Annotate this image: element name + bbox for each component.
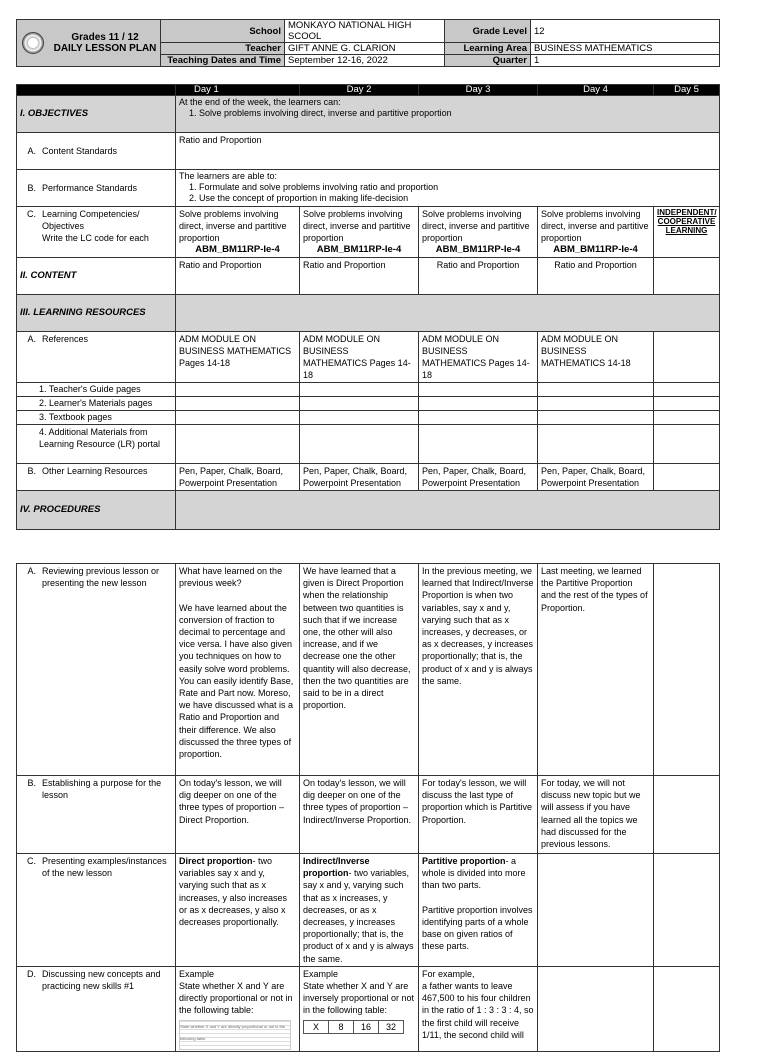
reference-day-4: ADM MODULE ON BUSINESS MATHEMATICS 14-18 (538, 332, 654, 383)
textbook-label: 3. Textbook pages (17, 411, 176, 425)
inverse-example-table (303, 1020, 404, 1034)
objectives-row (17, 96, 720, 133)
teachers-guide-row (17, 383, 720, 397)
competency-day-3: Solve problems involving direct, inverse and partitive proportion ABM_BM11RP-Ie-4 (419, 207, 538, 258)
mini-cell: 16 (354, 1020, 379, 1033)
performance-standards-text: The learners are able to: 1. Formulate and solve problems involving ratio and proportion 2. Use the concept of proportion in making life-decision (176, 170, 720, 207)
proc-d-label-cell: D. Discussing new concepts and practicing new skills #1 (17, 966, 176, 1051)
content-day-2: Ratio and Proportion (300, 258, 419, 295)
proc-c-day-4 (538, 854, 654, 967)
proc-b-row (17, 776, 720, 854)
quarter-value: 1 (531, 55, 720, 67)
objectives-title: I. OBJECTIVES (17, 96, 176, 133)
competency-day-4: Solve problems involving direct, inverse and partitive proportion ABM_BM11RP-Ie-4 (538, 207, 654, 258)
proc-b-day-2: On today's lesson, we will dig deeper on one of the three types of proportion – Indirect/Inverse Proportion. (300, 776, 419, 854)
mini-cell: X (304, 1020, 329, 1033)
objectives-intro: At the end of the week, the learners can: (179, 97, 341, 107)
grades-label: Grades 11 / 12 (71, 32, 139, 43)
other-resources-day-2: Pen, Paper, Chalk, Board, Powerpoint Presentation (300, 464, 419, 491)
reference-day-5 (654, 332, 720, 383)
competency-day-1: Solve problems involving direct, inverse and partitive proportion ABM_BM11RP-Ie-4 (176, 207, 300, 258)
day-header-blank (17, 85, 176, 96)
objectives-item: 1. Solve problems involving direct, inverse and partitive proportion (199, 108, 716, 119)
procedures-title: IV. PROCEDURES (17, 491, 176, 530)
day-header-4: Day 4 (538, 85, 654, 96)
proc-b-day-3: For today's lesson, we will discuss the last type of proportion which is Partitive Proportion. (419, 776, 538, 854)
teacher-label: Teacher (161, 43, 285, 55)
day-header-1: Day 1 (176, 85, 300, 96)
example-table-image: State whether X and Y are directly proportional or not in the following table (179, 1020, 291, 1050)
other-resources-day-5 (654, 464, 720, 491)
reference-day-2: ADM MODULE ON BUSINESS MATHEMATICS Pages 14-18 (300, 332, 419, 383)
competencies-row (17, 207, 720, 258)
proc-d-row (17, 966, 720, 1051)
quarter-label: Quarter (445, 55, 531, 67)
additional-materials-label: 4. Additional Materials from Learning Resource (LR) portal (17, 425, 176, 464)
day-header-5: Day 5 (654, 85, 720, 96)
other-resources-label-cell: B. Other Learning Resources (17, 464, 176, 491)
other-resources-day-3: Pen, Paper, Chalk, Board, Powerpoint Presentation (419, 464, 538, 491)
proc-b-day-1: On today's lesson, we will dig deeper on one of the three types of proportion – Direct Proportion. (176, 776, 300, 854)
content-standards-label-cell: A. Content Standards (17, 133, 176, 170)
proc-a-label: Reviewing previous lesson or presenting the new lesson (42, 566, 160, 589)
content-title: II. CONTENT (17, 258, 176, 295)
teacher-value: GIFT ANNE G. CLARION (285, 43, 445, 55)
learners-materials-row (17, 397, 720, 411)
proc-b-day-5 (654, 776, 720, 854)
reference-day-3: ADM MODULE ON BUSINESS MATHEMATICS Pages 14-18 (419, 332, 538, 383)
content-standards-row (17, 133, 720, 170)
competency-day-5: INDEPENDENT/ COOPERATIVE LEARNING (654, 207, 720, 258)
proc-c-day-3: Partitive proportion- a whole is divided into more than two parts. Partitive proportion involves identifying parts of a whole base on given ratios of these parts. (419, 854, 538, 967)
proc-a-day-2: We have learned that a given is Direct Proportion when the relationship between two quantities is such that if we increase one, the other will also increase, and if we decrease one the other quantity will also decrease, then the two quantities are said to be in a direct proportion. (300, 564, 419, 776)
proc-c-day-5 (654, 854, 720, 967)
proc-b-day-4: For today, we will not discuss new topic but we will assess if you have learned all the topics we had discussed for the previous lessons. (538, 776, 654, 854)
resources-title: III. LEARNING RESOURCES (17, 295, 176, 332)
proc-c-day-1: Direct proportion- two variables say x and y, varying such that as x increases, y also increases or as x decreases, y also x decreases proportionally. (176, 854, 300, 967)
performance-item: 2. Use the concept of proportion in making life-decision (199, 193, 716, 204)
other-resources-row (17, 464, 720, 491)
competencies-label-cell: C. Learning Competencies/ Objectives Write the LC code for each (17, 207, 176, 258)
inverse-proportion-term: Indirect/Inverse proportion (303, 856, 370, 879)
proc-d-day-2: Example State whether X and Y are inversely proportional or not in the following table: X 8 16 32 (300, 966, 419, 1051)
dates-label: Teaching Dates and Time (161, 55, 285, 67)
grade-level-value: 12 (531, 20, 720, 43)
proc-d-day-3: For example, a father wants to leave 467,500 to his four children in the ratio of 1 : 3 : 3 : 4, so the first child will receive 1/11, the second child will (419, 966, 538, 1051)
proc-b-label-cell: B. Establishing a purpose for the lesson (17, 776, 176, 854)
lesson-plan-table (16, 84, 720, 530)
other-resources-day-4: Pen, Paper, Chalk, Board, Powerpoint Presentation (538, 464, 654, 491)
day-header-row (17, 85, 720, 96)
proc-d-label: Discussing new concepts and practicing new skills #1 (42, 968, 161, 992)
direct-proportion-term: Direct proportion (179, 856, 253, 866)
other-resources-label: Other Learning Resources (42, 466, 148, 476)
content-day-5 (654, 258, 720, 295)
content-row (17, 258, 720, 295)
other-resources-day-1: Pen, Paper, Chalk, Board, Powerpoint Presentation (176, 464, 300, 491)
mini-cell: 32 (379, 1020, 404, 1033)
proc-d-day-5 (654, 966, 720, 1051)
learning-area-label: Learning Area (445, 43, 531, 55)
textbook-row (17, 411, 720, 425)
references-label-cell: A. References (17, 332, 176, 383)
proc-b-label: Establishing a purpose for the lesson (42, 778, 162, 801)
proc-a-day-3: In the previous meeting, we learned that Indirect/Inverse Proportion is when two variables, say x and y, varying such that as x increases, y decreases, or as x decreases, y increases proportionally; that is, the product of x and y is always the same. (419, 564, 538, 776)
resources-blank (176, 295, 720, 332)
header-title-cell (17, 20, 161, 67)
reference-day-1: ADM MODULE ON BUSINESS MATHEMATICS Pages 14-18 (176, 332, 300, 383)
mini-cell: 8 (329, 1020, 354, 1033)
content-day-3: Ratio and Proportion (419, 258, 538, 295)
objectives-text (176, 96, 720, 133)
learning-area-value: BUSINESS MATHEMATICS (531, 43, 720, 55)
proc-d-day-4 (538, 966, 654, 1051)
school-label: School (161, 20, 285, 43)
grade-level-label: Grade Level (445, 20, 531, 43)
deped-seal-icon (22, 32, 44, 54)
proc-a-day-5 (654, 564, 720, 776)
proc-c-label: Presenting examples/instances of the new lesson (42, 856, 167, 879)
day-header-2: Day 2 (300, 85, 419, 96)
performance-item: 1. Formulate and solve problems involving ratio and proportion (199, 182, 716, 193)
resources-row (17, 295, 720, 332)
proc-a-row (17, 564, 720, 776)
dates-value: September 12-16, 2022 (285, 55, 445, 67)
partitive-proportion-term: Partitive proportion (422, 856, 506, 866)
procedures-row (17, 491, 720, 530)
proc-c-row (17, 854, 720, 967)
procedures-table (16, 563, 720, 1052)
content-standards-text: Ratio and Proportion (176, 133, 720, 170)
proc-c-day-2: Indirect/Inverse proportion- two variables, say x and y, varying such that as x increases, y decreases, or as x decreases, y increases proportionally; that is, the product of x and y is always the same. (300, 854, 419, 967)
content-day-4: Ratio and Proportion (538, 258, 654, 295)
teachers-guide-label: 1. Teacher's Guide pages (17, 383, 176, 397)
plan-title: DAILY LESSON PLAN (53, 43, 157, 54)
additional-materials-row (17, 425, 720, 464)
performance-standards-label-cell: B. Performance Standards (17, 170, 176, 207)
learners-materials-label: 2. Learner's Materials pages (17, 397, 176, 411)
performance-standards-row (17, 170, 720, 207)
proc-a-label-cell: A. Reviewing previous lesson or presenting the new lesson (17, 564, 176, 776)
references-row (17, 332, 720, 383)
day-header-3: Day 3 (419, 85, 538, 96)
proc-c-label-cell: C. Presenting examples/instances of the new lesson (17, 854, 176, 967)
proc-a-day-4: Last meeting, we learned the Partitive Proportion and the rest of the types of Proportion. (538, 564, 654, 776)
content-day-1: Ratio and Proportion (176, 258, 300, 295)
header-table (16, 19, 720, 67)
proc-a-day-1: What have learned on the previous week? We have learned about the conversion of fraction to decimal to percentage and vice versa. I have also given you techniques on how to easily solve word problems. You can easily identify Base, Rate and Part now. Moreso, we have discussed what is a Ratio and Proportion and their difference. We also discussed the three types of proportion. (176, 564, 300, 776)
references-label: References (42, 334, 89, 344)
performance-standards-label: Performance Standards (42, 183, 138, 193)
content-standards-label: Content Standards (42, 146, 118, 156)
procedures-blank (176, 491, 720, 530)
competency-day-2: Solve problems involving direct, inverse and partitive proportion ABM_BM11RP-Ie-4 (300, 207, 419, 258)
school-value: MONKAYO NATIONAL HIGH SCOOL (285, 20, 445, 43)
proc-d-day-1: Example State whether X and Y are directly proportional or not in the following table: State whether X and Y are directly proportional or not in the following table (176, 966, 300, 1051)
